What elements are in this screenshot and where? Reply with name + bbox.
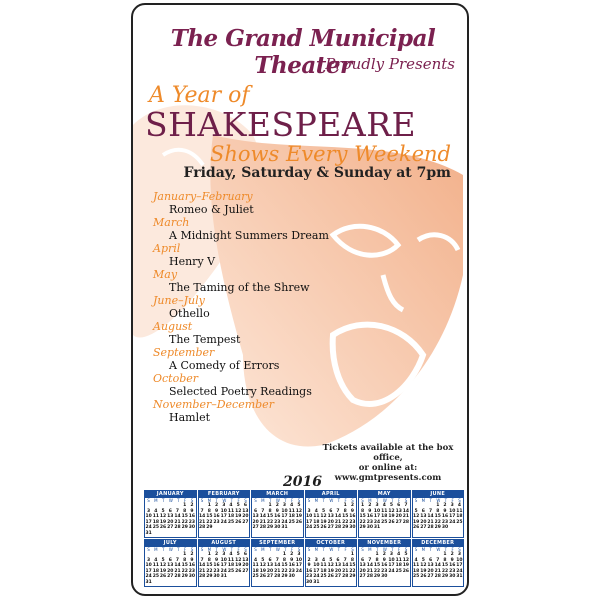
calendar-week: 5 6 7 8 9 10 11 bbox=[414, 508, 463, 514]
calendar-weekdays: S M T W T F S bbox=[147, 547, 194, 552]
calendar-month bbox=[305, 539, 358, 587]
calendar-week: 24 25 26 27 28 29 30 bbox=[145, 574, 196, 579]
calendar-week: 1 2 3 4 5 bbox=[268, 503, 301, 508]
calendar-week: 26 27 28 29 30 bbox=[412, 525, 449, 530]
calendar-month bbox=[251, 539, 304, 587]
schedule-month: August bbox=[153, 320, 193, 333]
calendar-week: 3 4 5 6 7 8 9 bbox=[147, 557, 194, 563]
calendar-week: 29 30 31 bbox=[359, 525, 381, 530]
calendar-week: 10 11 12 13 14 15 16 bbox=[145, 563, 196, 568]
schedule-month: March bbox=[153, 216, 190, 229]
calendar-week: 1 2 bbox=[343, 503, 354, 508]
schedule-play: A Comedy of Errors bbox=[169, 359, 280, 372]
schedule-entry bbox=[153, 217, 373, 243]
schedule-month: October bbox=[153, 372, 199, 385]
calendar-week: 14 15 16 17 18 19 20 bbox=[198, 514, 249, 519]
schedule-play: Romeo & Juliet bbox=[169, 203, 254, 216]
calendar-month bbox=[198, 539, 251, 587]
calendar-month bbox=[144, 490, 197, 538]
schedule-month: January–February bbox=[153, 190, 253, 203]
calendar-month bbox=[305, 490, 358, 538]
calendar-week: 3 4 5 6 7 8 9 bbox=[147, 508, 194, 514]
schedule-entry bbox=[153, 269, 373, 295]
calendar-month bbox=[144, 539, 197, 587]
calendar-week: 27 28 29 30 31 bbox=[252, 525, 288, 530]
tickets-url: www.gmtpresents.com bbox=[334, 473, 442, 483]
calendar-week: 23 24 25 26 27 28 29 bbox=[305, 574, 356, 579]
calendar-week: 31 bbox=[145, 579, 152, 585]
calendar-week: 8 9 10 11 12 13 14 bbox=[361, 508, 410, 514]
schedule-play: The Taming of the Shrew bbox=[169, 281, 310, 294]
calendar-week: 25 26 27 28 29 30 bbox=[252, 574, 295, 579]
calendar-week: 1 2 3 4 5 6 bbox=[207, 552, 247, 557]
schedule-entry bbox=[153, 399, 373, 425]
schedule-entry bbox=[153, 321, 373, 347]
calendar-week: 1 2 bbox=[183, 503, 194, 508]
schedule-month: May bbox=[153, 268, 178, 281]
calendar-week: 1 2 3 bbox=[282, 552, 301, 557]
calendar-week: 20 21 22 23 24 25 26 bbox=[252, 519, 303, 525]
schedule-play: Othello bbox=[169, 307, 210, 320]
headline-lead: A Year of bbox=[149, 83, 250, 108]
schedule-play: Selected Poetry Readings bbox=[169, 385, 312, 398]
tickets-line: Tickets available at the box office, bbox=[322, 443, 454, 463]
calendar-weekdays: S M T W T F S bbox=[414, 547, 461, 552]
calendar-week: 30 31 bbox=[305, 579, 320, 585]
calendar-week: 1 2 3 4 bbox=[436, 503, 461, 508]
schedule-entry bbox=[153, 373, 373, 399]
calendar-week: 2 3 4 5 6 7 8 bbox=[307, 557, 354, 563]
calendar-month-name: JUNE bbox=[413, 491, 464, 498]
calendar-week: 3 4 5 6 7 8 9 bbox=[307, 508, 354, 514]
calendar-week: 1 2 3 4 5 bbox=[375, 552, 408, 557]
calendar-week: 15 16 17 18 19 20 21 bbox=[359, 514, 410, 519]
calendar-month bbox=[358, 490, 411, 538]
calendar-week: 20 21 22 23 24 25 26 bbox=[359, 568, 410, 574]
calendar-month-name: DECEMBER bbox=[413, 540, 464, 547]
schedule-entry bbox=[153, 295, 373, 321]
calendar-week: 6 7 8 9 10 11 12 bbox=[361, 557, 410, 563]
calendar-weekdays: S M T W T F S bbox=[361, 547, 408, 552]
flyer-card bbox=[131, 3, 469, 596]
calendar-month-name: OCTOBER bbox=[306, 540, 357, 547]
calendar-weekdays: S M T W T F S bbox=[307, 547, 354, 552]
calendar-weekdays: S M T W T F S bbox=[307, 498, 354, 503]
calendar-weekdays: S M T W T F S bbox=[361, 498, 408, 503]
calendar-weekdays: S M T W T F S bbox=[200, 547, 247, 552]
calendar-month-name: JANUARY bbox=[145, 491, 196, 498]
calendar-week: 10 11 12 13 14 15 16 bbox=[145, 514, 196, 519]
calendar-week: 4 5 6 7 8 9 10 bbox=[254, 557, 303, 563]
schedule-play: Henry V bbox=[169, 255, 216, 268]
schedule-month: September bbox=[153, 346, 215, 359]
schedule-play: The Tempest bbox=[169, 333, 241, 346]
headline-tagline: Shows Every Weekend bbox=[209, 142, 451, 166]
tickets-info bbox=[313, 443, 463, 483]
calendar-week: 10 11 12 13 14 15 16 bbox=[305, 514, 356, 519]
calendar-week: 24 25 26 27 28 29 30 bbox=[305, 525, 356, 530]
year-calendar bbox=[144, 490, 464, 587]
calendar-month-name: APRIL bbox=[306, 491, 357, 498]
calendar-week: 1 bbox=[350, 552, 354, 557]
schedule-month: April bbox=[153, 242, 181, 255]
calendar-weekdays: S M T W T F S bbox=[254, 547, 301, 552]
calendar-month-name: NOVEMBER bbox=[359, 540, 410, 547]
schedule-list bbox=[153, 191, 373, 425]
calendar-month bbox=[251, 490, 304, 538]
calendar-week: 21 22 23 24 25 26 27 bbox=[198, 519, 249, 525]
schedule-month: November–December bbox=[153, 398, 274, 411]
calendar-week: 4 5 6 7 8 9 10 bbox=[414, 557, 463, 563]
calendar-week: 18 19 20 21 22 23 24 bbox=[252, 568, 303, 574]
calendar-week: 28 29 bbox=[198, 525, 213, 530]
schedule-month: June–July bbox=[153, 294, 205, 307]
schedule-entry bbox=[153, 347, 373, 373]
calendar-month-name: SEPTEMBER bbox=[252, 540, 303, 547]
schedule-play: Hamlet bbox=[169, 411, 211, 424]
calendar-month bbox=[412, 490, 465, 538]
calendar-year: 2016 bbox=[283, 474, 322, 490]
calendar-week: 25 26 27 28 29 30 31 bbox=[412, 574, 463, 579]
calendar-week: 19 20 21 22 23 24 25 bbox=[412, 519, 463, 525]
calendar-month bbox=[358, 539, 411, 587]
calendar-week: 13 14 15 16 17 18 19 bbox=[359, 563, 410, 568]
calendar-week: 16 17 18 19 20 21 22 bbox=[305, 568, 356, 574]
calendar-week: 1 2 3 bbox=[443, 552, 461, 557]
calendar-week: 7 8 9 10 11 12 13 bbox=[200, 557, 249, 563]
calendar-week: 13 14 15 16 17 18 19 bbox=[252, 514, 303, 519]
calendar-week: 9 10 11 12 13 14 15 bbox=[307, 563, 356, 568]
calendar-week: 11 12 13 14 15 16 17 bbox=[412, 563, 463, 568]
calendar-week: 18 19 20 21 22 23 24 bbox=[412, 568, 463, 574]
calendar-week: 17 18 19 20 21 22 23 bbox=[145, 519, 196, 525]
headline-main: SHAKESPEARE bbox=[145, 105, 417, 144]
calendar-week: 28 29 30 31 bbox=[198, 574, 227, 579]
calendar-weekdays: S M T W T F S bbox=[414, 498, 461, 503]
calendar-week: 24 25 26 27 28 29 30 bbox=[145, 525, 196, 530]
calendar-weekdays: S M T W T F S bbox=[147, 498, 194, 503]
calendar-month bbox=[412, 539, 465, 587]
show-days: Friday, Saturday & Sunday at 7pm bbox=[183, 165, 451, 181]
calendar-month-name: MAY bbox=[359, 491, 410, 498]
calendar-week: 17 18 19 20 21 22 23 bbox=[305, 519, 356, 525]
presents-text: Proudly Presents bbox=[325, 55, 455, 73]
schedule-play: A Midnight Summers Dream bbox=[169, 229, 329, 242]
calendar-weekdays: S M T W T F S bbox=[200, 498, 247, 503]
calendar-month bbox=[198, 490, 251, 538]
calendar-week: 1 2 3 4 5 6 bbox=[207, 503, 247, 508]
calendar-week: 21 22 23 24 25 26 27 bbox=[198, 568, 249, 574]
calendar-week: 12 13 14 15 16 17 18 bbox=[412, 514, 463, 519]
calendar-week: 11 12 13 14 15 16 17 bbox=[252, 563, 303, 568]
calendar-week: 14 15 16 17 18 19 20 bbox=[198, 563, 249, 568]
calendar-week: 31 bbox=[145, 530, 152, 536]
calendar-week: 1 2 3 4 5 6 7 bbox=[361, 503, 408, 508]
calendar-week: 27 28 29 30 bbox=[359, 574, 388, 579]
theater-name: The Grand Municipal Theater bbox=[170, 25, 436, 79]
calendar-week: 7 8 9 10 11 12 13 bbox=[200, 508, 249, 514]
schedule-entry bbox=[153, 191, 373, 217]
calendar-weekdays: S M T W T F S bbox=[254, 498, 301, 503]
calendar-week: 17 18 19 20 21 22 23 bbox=[145, 568, 196, 574]
tickets-line: or online at: bbox=[358, 463, 418, 473]
calendar-month-name: AUGUST bbox=[199, 540, 250, 547]
calendar-week: 6 7 8 9 10 11 12 bbox=[254, 508, 303, 514]
calendar-week: 22 23 24 25 26 27 28 bbox=[359, 519, 410, 525]
calendar-week: 1 2 bbox=[183, 552, 194, 557]
calendar-month-name: FEBRUARY bbox=[199, 491, 250, 498]
schedule-entry bbox=[153, 243, 373, 269]
calendar-month-name: MARCH bbox=[252, 491, 303, 498]
calendar-month-name: JULY bbox=[145, 540, 196, 547]
